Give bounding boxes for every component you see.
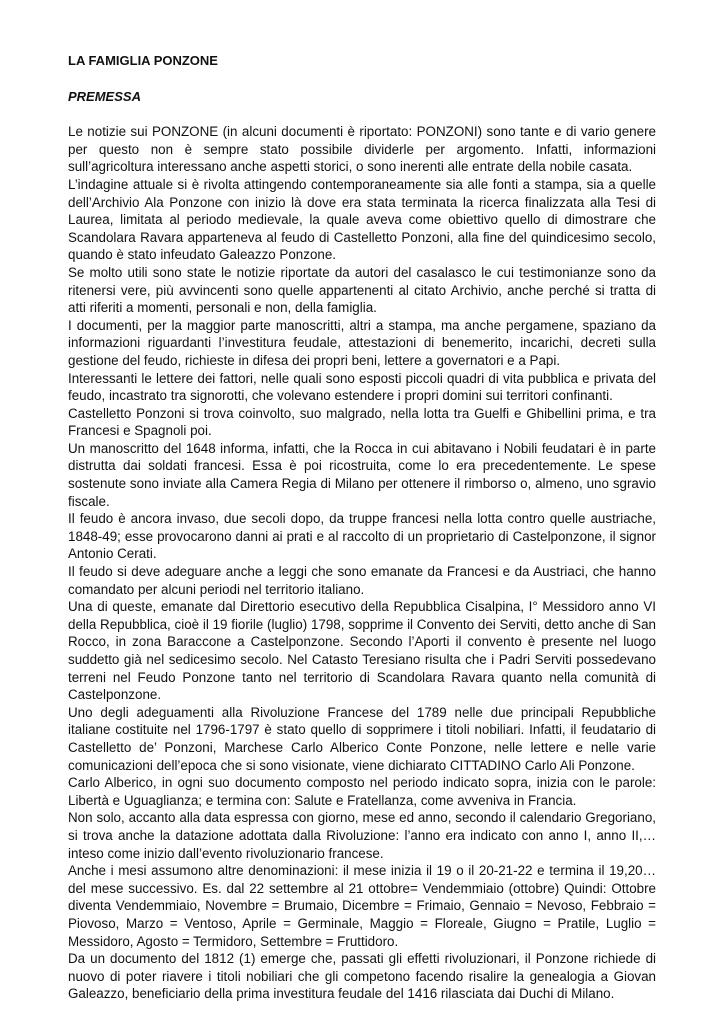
paragraph: Se molto utili sono state le notizie riportate da autori del casalasco le cui testimonianze sono da ritenersi vere, più avvincenti sono quelle appartenenti al citato Archivio, anche perché si tratta di atti riferiti a momenti, personali e non, della famiglia.	[68, 264, 656, 316]
paragraph: Una di queste, emanate dal Direttorio esecutivo della Repubblica Cisalpina, I° Messidoro anno VI della Repubblica, cioè il 19 fiorile (luglio) 1798, sopprime il Convento dei Serviti, detto anche di San Rocco, in zona Baraccone a Castelponzone. Secondo l’Aporti il convento è presente nel luogo suddetto già nel sedicesimo secolo. Nel Catasto Teresiano risulta che i Padri Serviti possedevano terreni nel Feudo Ponzone tanto nel territorio di Scandolara Ravara quanto nella comunità di Castelponzone.	[68, 599, 656, 703]
paragraph: Uno degli adeguamenti alla Rivoluzione Francese del 1789 nelle due principali Repubbliche italiane costituite nel 1796-1797 è stato quello di sopprimere i titoli nobiliari. Infatti, il feudatario di Castelletto de’ Ponzoni, Marchese Carlo Alberico Conte Ponzone, nelle lettere e nelle varie comunicazioni dell’epoca che si sono visionate, viene dichiarato CITTADINO Carlo Ali Ponzone.	[68, 704, 656, 773]
paragraph: I documenti, per la maggior parte manoscritti, altri a stampa, ma anche pergamene, spaziano da informazioni riguardanti l’investitura feudale, attestazioni di benemerito, incarichi, decreti sulla gestione del feudo, richieste in difesa dei propri beni, lettere a governatori e a Papi.	[68, 317, 656, 368]
paragraph: Il feudo si deve adeguare anche a leggi che sono emanate da Francesi e da Austriaci, che hanno comandato per alcuni periodi nel territorio italiano.	[68, 564, 656, 597]
section-heading: PREMESSA	[68, 88, 141, 104]
document-body	[68, 123, 656, 1003]
document-title: LA FAMIGLIA PONZONE	[68, 53, 218, 68]
paragraph: Non solo, accanto alla data espressa con giorno, mese ed anno, secondo il calendario Gregoriano, si trova anche la datazione adottata dalla Rivoluzione: l’anno era indicato con anno I, anno II,… inteso come inizio dall’evento rivoluzionario francese.	[68, 810, 656, 861]
paragraph: Interessanti le lettere dei fattori, nelle quali sono esposti piccoli quadri di vita pubblica e privata del feudo, incastrato tra signorotti, che volevano estendere i propri domini sui territori confinanti.	[68, 370, 656, 404]
paragraph: Da un documento del 1812 (1) emerge che, passati gli effetti rivoluzionari, il Ponzone richiede di nuovo di poter riavere i titoli nobiliari che gli competono facendo risalire la genealogia a Giovan Galeazzo, beneficiario della prima investitura feudale del 1416 rilasciata dai Duchi di Milano.	[68, 951, 656, 1002]
paragraph: Anche i mesi assumono altre denominazioni: il mese inizia il 19 o il 20-21-22 e termina il 19,20… del mese successivo. Es. dal 22 settembre al 21 ottobre= Vendemmiaio (ottobre) Quindi: Ottobre diventa Vendemmiaio, Novembre = Brumaio, Dicembre = Frimaio, Gennaio = Nevoso, Febbraio = Piovoso, Marzo = Ventoso, Aprile = Germinale, Maggio = Floreale, Giugno = Pratile, Luglio = Messidoro, Agosto = Termidoro, Settembre = Fruttidoro.	[68, 863, 656, 949]
paragraph: Castelletto Ponzoni si trova coinvolto, suo malgrado, nella lotta tra Guelfi e Ghibellini prima, e tra Francesi e Spagnoli poi.	[68, 405, 656, 439]
paragraph: Le notizie sui PONZONE (in alcuni documenti è riportato: PONZONI) sono tante e di vario genere per questo non è sempre stato possibile dividerle per argomento. Infatti, informazioni sull’agricoltura interessano anche aspetti storici, o sono inerenti alle entrate della nobile casata.	[68, 124, 656, 175]
paragraph: Carlo Alberico, in ogni suo documento composto nel periodo indicato sopra, inizia con le parole: Libertà e Uguaglianza; e termina con: Salute e Fratellanza, come avveniva in Francia.	[68, 775, 656, 808]
document-page	[68, 52, 656, 1003]
paragraph: Un manoscritto del 1648 informa, infatti, che la Rocca in cui abitavano i Nobili feudatari è in parte distrutta dai soldati francesi. Essa è poi ricostruita, come lo era precedentemente. Le spese sostenute sono inviate alla Camera Regia di Milano per ottenere il rimborso o, almeno, uno sgravio fiscale.	[68, 440, 656, 509]
paragraph: Il feudo è ancora invaso, due secoli dopo, da truppe francesi nella lotta contro quelle austriache, 1848-49; esse provocarono danni ai prati e al raccolto di un proprietario di Castelponzone, il signor Antonio Cerati.	[68, 511, 656, 562]
paragraph: L’indagine attuale si è rivolta attingendo contemporaneamente sia alle fonti a stampa, sia a quelle dell’Archivio Ala Ponzone con inizio là dove era stata terminata la ricerca finalizzata alla Tesi di Laurea, limitata al periodo medievale, la quale aveva come obiettivo quello di dimostrare che Scandolara Ravara apparteneva al feudo di Castelletto Ponzoni, alla fine del quindicesimo secolo, quando è stato infeudato Galeazzo Ponzone.	[68, 176, 656, 263]
